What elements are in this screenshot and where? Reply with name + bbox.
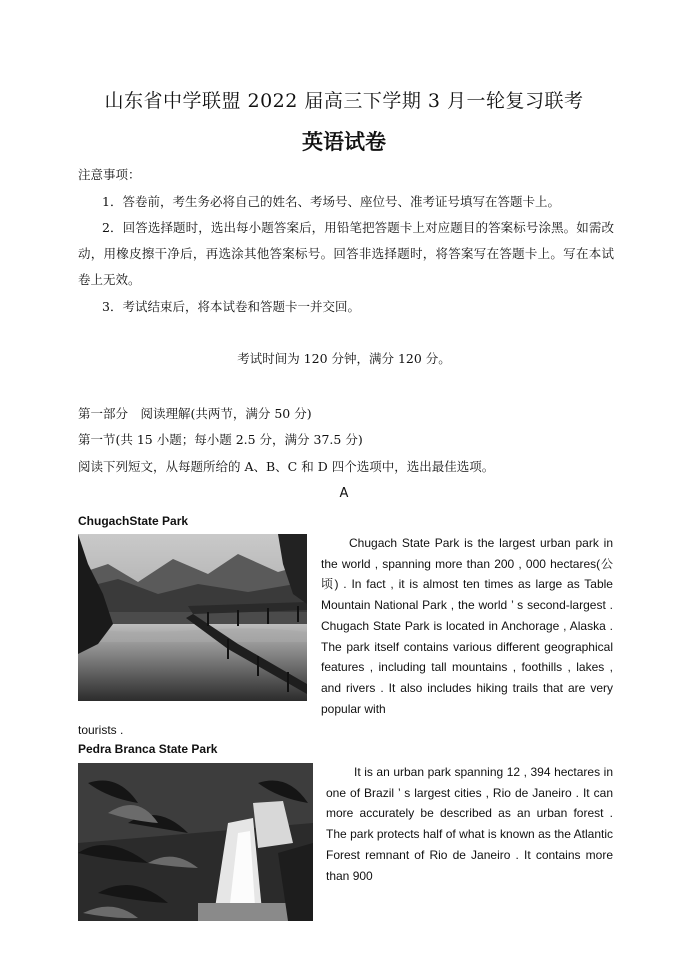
exam-title: 山东省中学联盟 2022 届高三下学期 3 月一轮复习联考: [104, 90, 584, 112]
mountain-lake-boardwalk-photo: [78, 534, 307, 701]
section1-heading: 第一节(共 15 小题；每小题 2.5 分，满分 37.5 分): [78, 432, 363, 447]
notice-item-3: 3．考试结束后，将本试卷和答题卡一并交回。: [102, 299, 360, 314]
park-title-chugach: ChugachState Park: [78, 514, 189, 528]
park-description-chugach-tail: tourists .: [78, 723, 124, 737]
notice-item-1: 1．答卷前，考生务必将自己的姓名、考场号、座位号、准考证号填写在答题卡上。: [102, 194, 560, 209]
park-description-pedra-branca: It is an urban park spanning 12 , 394 hectares in one of Brazil ’ s largest cities , Rio de Janeiro . It can more accurately be described as an urban forest . The park protects half of what is known as the Atlantic Forest remnant of Rio de Janeiro . It contains more than 900: [326, 765, 613, 883]
reading-instruction: 阅读下列短文，从每题所给的 A、B、C 和 D 四个选项中，选出最佳选项。: [78, 459, 495, 474]
notice-item-2: 2．回答选择题时，选出每小题答案后，用铅笔把答题卡上对应题目的答案标号涂黑。如需改动，用橡皮擦干净后，再选涂其他答案标号。回答非选择题时，将答案写在答题卡上。写在本试卷上无效。: [78, 220, 614, 287]
notice-heading: 注意事项：: [78, 167, 141, 182]
part1-heading: 第一部分 阅读理解(共两节，满分 50 分): [78, 406, 312, 421]
park-title-pedra-branca: Pedra Branca State Park: [78, 742, 218, 756]
exam-time-note: 考试时间为 120 分钟，满分 120 分。: [237, 351, 451, 366]
forest-waterfall-photo: [78, 763, 313, 921]
park-description-chugach: Chugach State Park is the largest urban park in the world , spanning more than 200 , 000 hectares(公顷) . In fact , it is almost ten times as large as Table Mountain National Park , the world ’ s second-largest . Chugach State Park is located in Anchorage , Alaska . The park itself contains various different geographical features , including tall mountains , foothills , lakes , and rivers . It also includes hiking trails that are very popular with: [321, 536, 613, 716]
passage-letter: A: [339, 486, 349, 501]
exam-subtitle: 英语试卷: [302, 129, 386, 154]
